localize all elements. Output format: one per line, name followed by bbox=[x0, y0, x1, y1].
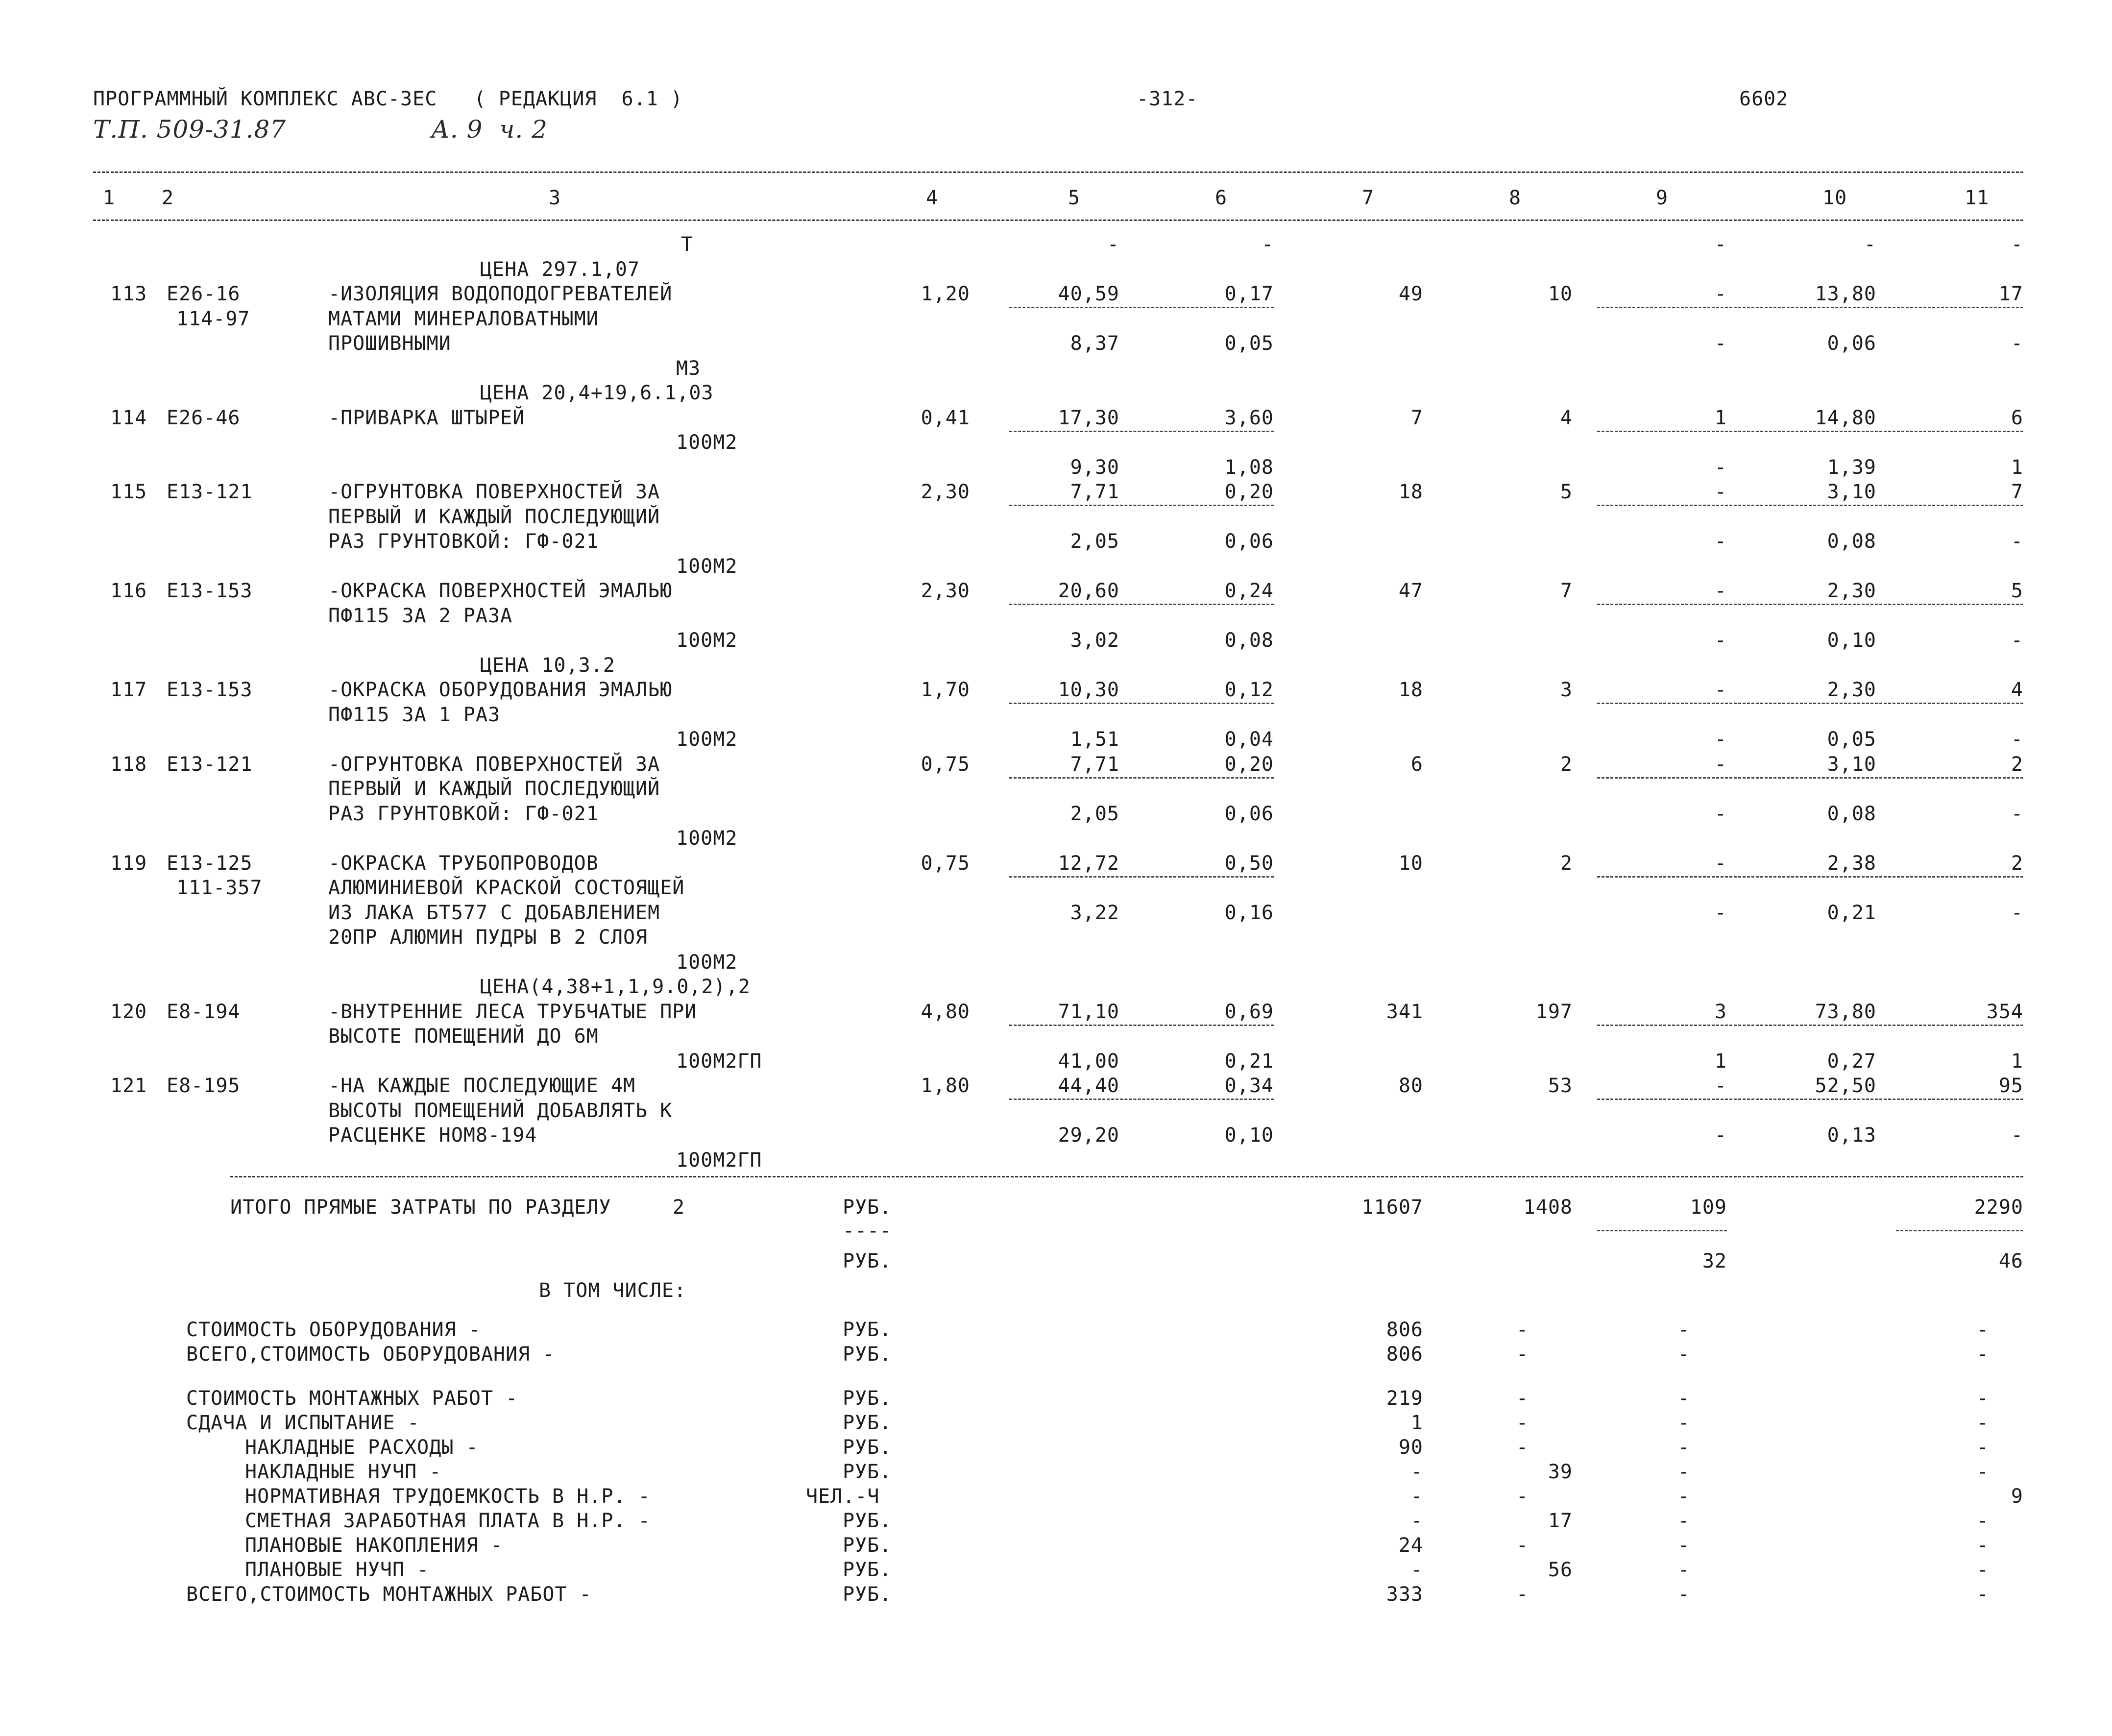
row-description: ПФ115 ЗА 1 РАЗ bbox=[328, 704, 501, 726]
summary-c11: - bbox=[1976, 1387, 1989, 1410]
row-number: 116 bbox=[110, 580, 147, 602]
cell-c6: 0,20 bbox=[1224, 753, 1274, 776]
cell-c10: 1,39 bbox=[1827, 456, 1876, 479]
cell-c7: 18 bbox=[1398, 679, 1423, 701]
summary-label: НАКЛАДНЫЕ НУЧП - bbox=[245, 1461, 442, 1483]
totals-label: ИТОГО ПРЯМЫЕ ЗАТРАТЫ ПО РАЗДЕЛУ 2 bbox=[230, 1196, 685, 1219]
cell-c11: 5 bbox=[2011, 580, 2023, 602]
row-description: -ИЗОЛЯЦИЯ ВОДОПОДОГРЕВАТЕЛЕЙ bbox=[328, 283, 673, 305]
row-description: 100М2 bbox=[676, 827, 738, 850]
cell-c11: 4 bbox=[2011, 679, 2023, 701]
cell-c6: 0,06 bbox=[1224, 530, 1274, 553]
cell-c6: 0,50 bbox=[1224, 852, 1274, 875]
sub-rule bbox=[1009, 876, 1274, 878]
row-description: 100М2 bbox=[676, 555, 738, 578]
handwritten-album: А. 9 ч. 2 bbox=[431, 115, 548, 144]
cell-c10: 3,10 bbox=[1827, 753, 1876, 776]
cell-c6: 0,34 bbox=[1224, 1075, 1274, 1097]
row-description: ИЗ ЛАКА БТ577 С ДОБАВЛЕНИЕМ bbox=[328, 902, 660, 924]
cell-c5: 8,37 bbox=[1070, 332, 1119, 355]
cell-c5: 2,05 bbox=[1070, 530, 1119, 553]
sub-rule bbox=[1009, 1099, 1274, 1100]
summary-label: НАКЛАДНЫЕ РАСХОДЫ - bbox=[245, 1436, 479, 1459]
summary-c7: 333 bbox=[1386, 1583, 1423, 1606]
cell-c10: 14,80 bbox=[1815, 407, 1876, 429]
cell-c9: 1 bbox=[1714, 1050, 1727, 1073]
row-description: ЦЕНА 20,4+19,6.1,03 bbox=[480, 382, 714, 404]
summary-c11: - bbox=[1976, 1559, 1989, 1581]
cell-c4: 1,20 bbox=[921, 283, 970, 305]
summary-c11: - bbox=[1976, 1343, 1989, 1366]
cell-c6: 0,10 bbox=[1224, 1124, 1274, 1147]
summary-c7: - bbox=[1410, 1461, 1423, 1483]
cell-c6: 0,04 bbox=[1224, 728, 1274, 751]
summary-unit: РУБ. bbox=[843, 1583, 892, 1606]
cell-c7: 10 bbox=[1398, 852, 1423, 875]
totals-c7: 11607 bbox=[1361, 1196, 1423, 1219]
summary-c11: - bbox=[1976, 1583, 1989, 1606]
cell-c4: 4,80 bbox=[921, 1001, 970, 1023]
sub-rule bbox=[1597, 1025, 2023, 1026]
cell-c4: 0,75 bbox=[921, 753, 970, 776]
summary-c8: 39 bbox=[1548, 1461, 1573, 1483]
cell-c7: 80 bbox=[1398, 1075, 1423, 1097]
cell-c10: 0,05 bbox=[1827, 728, 1876, 751]
summary-c8: - bbox=[1516, 1436, 1529, 1459]
summary-label: СТОИМОСТЬ ОБОРУДОВАНИЯ - bbox=[186, 1319, 481, 1341]
cell-c10: 3,10 bbox=[1827, 481, 1876, 503]
row-number: 118 bbox=[110, 753, 147, 776]
cell-c9: - bbox=[1714, 902, 1727, 924]
sub-rule bbox=[1009, 777, 1274, 779]
cell-c6: 0,08 bbox=[1224, 629, 1274, 652]
summary-c8: - bbox=[1516, 1319, 1529, 1341]
summary-c9: - bbox=[1677, 1461, 1690, 1483]
cell-c9: - bbox=[1714, 530, 1727, 553]
rate-code: Е13-153 bbox=[167, 679, 253, 701]
cell-c9: - bbox=[1714, 728, 1727, 751]
cell-c5: 12,72 bbox=[1058, 852, 1119, 875]
cell-c7: 18 bbox=[1398, 481, 1423, 503]
row-description: ПРОШИВНЫМИ bbox=[328, 332, 451, 355]
row-description: ЦЕНА 10,3.2 bbox=[480, 654, 615, 677]
summary-c9: - bbox=[1677, 1485, 1690, 1508]
cell-c9: - bbox=[1714, 629, 1727, 652]
including-label: В ТОМ ЧИСЛЕ: bbox=[539, 1279, 686, 1302]
cell-c6: - bbox=[1261, 233, 1274, 256]
cell-c9: - bbox=[1714, 1075, 1727, 1097]
summary-c11: - bbox=[1976, 1510, 1989, 1532]
cell-c9: - bbox=[1714, 803, 1727, 825]
cell-c10: 52,50 bbox=[1815, 1075, 1876, 1097]
column-header-8: 8 bbox=[1509, 187, 1522, 209]
row-description: ВЫСОТЕ ПОМЕЩЕНИЙ ДО 6М bbox=[328, 1025, 599, 1048]
totals-c8: 1408 bbox=[1523, 1196, 1573, 1219]
cell-c10: 2,30 bbox=[1827, 580, 1876, 602]
cell-c11: - bbox=[2011, 629, 2023, 652]
cell-c6: 0,69 bbox=[1224, 1001, 1274, 1023]
column-header-4: 4 bbox=[926, 187, 939, 209]
summary-c9: - bbox=[1677, 1436, 1690, 1459]
row-description: ВЫСОТЫ ПОМЕЩЕНИЙ ДОБАВЛЯТЬ К bbox=[328, 1100, 673, 1122]
row-description: 100М2ГП bbox=[676, 1149, 762, 1172]
summary-unit: РУБ. bbox=[843, 1412, 892, 1434]
cell-c5: 9,30 bbox=[1070, 456, 1119, 479]
cell-c9: - bbox=[1714, 456, 1727, 479]
totals-c11: 2290 bbox=[1974, 1196, 2023, 1219]
summary-c8: - bbox=[1516, 1387, 1529, 1410]
cell-c6: 0,17 bbox=[1224, 283, 1274, 305]
sub-rule bbox=[1597, 1099, 2023, 1100]
totals-sub-rule bbox=[1896, 1230, 2023, 1231]
row-description: -ВНУТРЕННИЕ ЛЕСА ТРУБЧАТЫЕ ПРИ bbox=[328, 1001, 697, 1023]
cell-c10: 2,38 bbox=[1827, 852, 1876, 875]
cell-c11: 7 bbox=[2011, 481, 2023, 503]
cell-c6: 0,20 bbox=[1224, 481, 1274, 503]
summary-unit: РУБ. bbox=[843, 1436, 892, 1459]
cell-c8: 53 bbox=[1548, 1075, 1573, 1097]
summary-unit: ЧЕЛ.-Ч bbox=[806, 1485, 880, 1508]
row-description: МАТАМИ МИНЕРАЛОВАТНЫМИ bbox=[328, 308, 599, 330]
rate-code: Е8-195 bbox=[167, 1075, 241, 1097]
summary-unit: РУБ. bbox=[843, 1559, 892, 1581]
cell-c6: 3,60 bbox=[1224, 407, 1274, 429]
row-number: 117 bbox=[110, 679, 147, 701]
cell-c9: 1 bbox=[1714, 407, 1727, 429]
summary-label: СДАЧА И ИСПЫТАНИЕ - bbox=[186, 1412, 420, 1434]
cell-c10: 0,10 bbox=[1827, 629, 1876, 652]
cell-c5: 1,51 bbox=[1070, 728, 1119, 751]
cell-c5: 7,71 bbox=[1070, 481, 1119, 503]
summary-c9: - bbox=[1677, 1387, 1690, 1410]
summary-c9: - bbox=[1677, 1510, 1690, 1532]
sub-rule bbox=[1009, 604, 1274, 605]
summary-unit: РУБ. bbox=[843, 1510, 892, 1532]
totals-c9b: 32 bbox=[1702, 1250, 1727, 1272]
totals-c11b: 46 bbox=[1998, 1250, 2023, 1272]
summary-c8: - bbox=[1516, 1534, 1529, 1557]
column-header-3: 3 bbox=[549, 187, 561, 209]
row-description: Т bbox=[681, 233, 694, 256]
cell-c4: 1,80 bbox=[921, 1075, 970, 1097]
cell-c11: - bbox=[2011, 332, 2023, 355]
row-description: 100М2 bbox=[676, 728, 738, 751]
summary-c7: 1 bbox=[1410, 1412, 1423, 1434]
row-description: М3 bbox=[676, 357, 701, 380]
row-description: 100М2 bbox=[676, 951, 738, 974]
cell-c8: 10 bbox=[1548, 283, 1573, 305]
cell-c10: 0,08 bbox=[1827, 803, 1876, 825]
row-description: ПЕРВЫЙ И КАЖДЫЙ ПОСЛЕДУЮЩИЙ bbox=[328, 506, 660, 528]
sub-rule bbox=[1597, 876, 2023, 878]
totals-sub-rule bbox=[1597, 1230, 1727, 1231]
sub-rule bbox=[1597, 431, 2023, 432]
rate-code: 111-357 bbox=[176, 877, 263, 899]
rate-code: Е13-121 bbox=[167, 753, 253, 776]
row-description: ПФ115 ЗА 2 РАЗА bbox=[328, 605, 513, 627]
rate-code: 114-97 bbox=[176, 308, 250, 330]
summary-c7: - bbox=[1410, 1510, 1423, 1532]
cell-c10: 73,80 bbox=[1815, 1001, 1876, 1023]
row-description: 100М2 bbox=[676, 431, 738, 454]
sub-rule bbox=[1009, 1025, 1274, 1026]
column-header-1: 1 bbox=[103, 187, 116, 209]
cell-c4: 0,75 bbox=[921, 852, 970, 875]
row-description: 100М2ГП bbox=[676, 1050, 762, 1073]
cell-c9: - bbox=[1714, 283, 1727, 305]
rate-code: Е13-125 bbox=[167, 852, 253, 875]
cell-c11: 6 bbox=[2011, 407, 2023, 429]
row-number: 121 bbox=[110, 1075, 147, 1097]
summary-c11: - bbox=[1976, 1534, 1989, 1557]
summary-c7: 24 bbox=[1398, 1534, 1423, 1557]
cell-c9: - bbox=[1714, 852, 1727, 875]
cell-c11: - bbox=[2011, 803, 2023, 825]
cell-c5: 3,22 bbox=[1070, 902, 1119, 924]
summary-c9: - bbox=[1677, 1559, 1690, 1581]
totals-unit: РУБ. bbox=[843, 1196, 892, 1219]
totals-unit-dash: ---- bbox=[843, 1220, 892, 1242]
rate-code: Е13-121 bbox=[167, 481, 253, 503]
summary-label: СМЕТНАЯ ЗАРАБОТНАЯ ПЛАТА В Н.Р. - bbox=[245, 1510, 651, 1532]
cell-c11: 2 bbox=[2011, 753, 2023, 776]
cell-c10: 0,21 bbox=[1827, 902, 1876, 924]
cell-c11: - bbox=[2011, 728, 2023, 751]
summary-label: СТОИМОСТЬ МОНТАЖНЫХ РАБОТ - bbox=[186, 1387, 518, 1410]
cell-c10: 0,06 bbox=[1827, 332, 1876, 355]
row-description: РАЗ ГРУНТОВКОЙ: ГФ-021 bbox=[328, 803, 599, 825]
cell-c6: 0,12 bbox=[1224, 679, 1274, 701]
summary-c8: - bbox=[1516, 1583, 1529, 1606]
summary-unit: РУБ. bbox=[843, 1534, 892, 1557]
row-description: РАСЦЕНКЕ НОМ8-194 bbox=[328, 1124, 537, 1147]
summary-label: ПЛАНОВЫЕ НАКОПЛЕНИЯ - bbox=[245, 1534, 503, 1557]
row-description: АЛЮМИНИЕВОЙ КРАСКОЙ СОСТОЯЩЕЙ bbox=[328, 877, 685, 899]
cell-c11: - bbox=[2011, 530, 2023, 553]
sub-rule bbox=[1597, 703, 2023, 704]
cell-c10: 0,08 bbox=[1827, 530, 1876, 553]
top-rule bbox=[93, 171, 2023, 173]
cell-c11: 1 bbox=[2011, 456, 2023, 479]
cell-c5: 17,30 bbox=[1058, 407, 1119, 429]
summary-c7: - bbox=[1410, 1559, 1423, 1581]
row-description: РАЗ ГРУНТОВКОЙ: ГФ-021 bbox=[328, 530, 599, 553]
cell-c10: - bbox=[1864, 233, 1876, 256]
cell-c9: - bbox=[1714, 1124, 1727, 1147]
summary-c7: 806 bbox=[1386, 1343, 1423, 1366]
summary-c7: 90 bbox=[1398, 1436, 1423, 1459]
cell-c5: 10,30 bbox=[1058, 679, 1119, 701]
summary-label: ПЛАНОВЫЕ НУЧП - bbox=[245, 1559, 430, 1581]
cell-c8: 4 bbox=[1560, 407, 1573, 429]
row-description: -ОКРАСКА ТРУБОПРОВОДОВ bbox=[328, 852, 599, 875]
cell-c5: 44,40 bbox=[1058, 1075, 1119, 1097]
summary-label: ВСЕГО,СТОИМОСТЬ ОБОРУДОВАНИЯ - bbox=[186, 1343, 555, 1366]
cell-c9: - bbox=[1714, 481, 1727, 503]
totals-unit-2: РУБ. bbox=[843, 1250, 892, 1272]
summary-label: ВСЕГО,СТОИМОСТЬ МОНТАЖНЫХ РАБОТ - bbox=[186, 1583, 592, 1606]
totals-c9: 109 bbox=[1690, 1196, 1727, 1219]
column-header-6: 6 bbox=[1215, 187, 1228, 209]
summary-c7: 806 bbox=[1386, 1319, 1423, 1341]
cell-c11: 354 bbox=[1986, 1001, 2023, 1023]
cell-c11: - bbox=[2011, 1124, 2023, 1147]
row-description: ЦЕНА 297.1,07 bbox=[480, 258, 640, 281]
cell-c8: 5 bbox=[1560, 481, 1573, 503]
cell-c9: - bbox=[1714, 580, 1727, 602]
cell-c5: 3,02 bbox=[1070, 629, 1119, 652]
cell-c11: - bbox=[2011, 902, 2023, 924]
cell-c7: 7 bbox=[1410, 407, 1423, 429]
summary-c8: - bbox=[1516, 1343, 1529, 1366]
cell-c5: - bbox=[1107, 233, 1119, 256]
cell-c4: 1,70 bbox=[921, 679, 970, 701]
summary-c8: - bbox=[1516, 1485, 1529, 1508]
row-description: 20ПР АЛЮМИН ПУДРЫ В 2 СЛОЯ bbox=[328, 926, 648, 949]
row-description: ПЕРВЫЙ И КАЖДЫЙ ПОСЛЕДУЮЩИЙ bbox=[328, 778, 660, 800]
sub-rule bbox=[1009, 431, 1274, 432]
cell-c5: 40,59 bbox=[1058, 283, 1119, 305]
cell-c9: - bbox=[1714, 233, 1727, 256]
cell-c4: 2,30 bbox=[921, 580, 970, 602]
column-header-2: 2 bbox=[162, 187, 174, 209]
summary-label: НОРМАТИВНАЯ ТРУДОЕМКОСТЬ В Н.Р. - bbox=[245, 1485, 651, 1508]
row-number: 113 bbox=[110, 283, 147, 305]
cell-c6: 1,08 bbox=[1224, 456, 1274, 479]
cell-c9: - bbox=[1714, 679, 1727, 701]
sub-rule bbox=[1597, 505, 2023, 506]
cell-c5: 20,60 bbox=[1058, 580, 1119, 602]
summary-unit: РУБ. bbox=[843, 1319, 892, 1341]
row-description: -ОГРУНТОВКА ПОВЕРХНОСТЕЙ ЗА bbox=[328, 481, 660, 503]
cell-c10: 0,27 bbox=[1827, 1050, 1876, 1073]
summary-c7: 219 bbox=[1386, 1387, 1423, 1410]
cell-c7: 47 bbox=[1398, 580, 1423, 602]
summary-c9: - bbox=[1677, 1343, 1690, 1366]
column-header-10: 10 bbox=[1822, 187, 1847, 209]
sub-rule bbox=[1597, 307, 2023, 308]
cell-c11: 95 bbox=[1998, 1075, 2023, 1097]
summary-c11: - bbox=[1976, 1412, 1989, 1434]
handwritten-reference: Т.П. 509-31.87 bbox=[93, 115, 287, 144]
cell-c4: 2,30 bbox=[921, 481, 970, 503]
cell-c10: 0,13 bbox=[1827, 1124, 1876, 1147]
row-description: -ОГРУНТОВКА ПОВЕРХНОСТЕЙ ЗА bbox=[328, 753, 660, 776]
cell-c9: - bbox=[1714, 332, 1727, 355]
summary-unit: РУБ. bbox=[843, 1461, 892, 1483]
rate-code: Е13-153 bbox=[167, 580, 253, 602]
cell-c9: - bbox=[1714, 753, 1727, 776]
cell-c8: 7 bbox=[1560, 580, 1573, 602]
row-number: 115 bbox=[110, 481, 147, 503]
rate-code: Е26-16 bbox=[167, 283, 241, 305]
cell-c11: 2 bbox=[2011, 852, 2023, 875]
cell-c7: 6 bbox=[1410, 753, 1423, 776]
cell-c7: 341 bbox=[1386, 1001, 1423, 1023]
cell-c5: 29,20 bbox=[1058, 1124, 1119, 1147]
sub-rule bbox=[1009, 505, 1274, 506]
cell-c7: 49 bbox=[1398, 283, 1423, 305]
summary-c11: 9 bbox=[2011, 1485, 2023, 1508]
cell-c10: 2,30 bbox=[1827, 679, 1876, 701]
cell-c6: 0,16 bbox=[1224, 902, 1274, 924]
row-number: 120 bbox=[110, 1001, 147, 1023]
sub-rule bbox=[1597, 777, 2023, 779]
row-description: -НА КАЖДЫЕ ПОСЛЕДУЮЩИЕ 4М bbox=[328, 1075, 636, 1097]
cell-c8: 2 bbox=[1560, 852, 1573, 875]
cell-c11: - bbox=[2011, 233, 2023, 256]
summary-c11: - bbox=[1976, 1436, 1989, 1459]
page-number: -312- bbox=[1137, 88, 1198, 110]
cell-c4: 0,41 bbox=[921, 407, 970, 429]
row-description: -ПРИВАРКА ШТЫРЕЙ bbox=[328, 407, 525, 429]
cell-c11: 17 bbox=[1998, 283, 2023, 305]
row-description: -ОКРАСКА ОБОРУДОВАНИЯ ЭМАЛЬЮ bbox=[328, 679, 673, 701]
document-code: 6602 bbox=[1739, 88, 1789, 110]
cell-c9: 3 bbox=[1714, 1001, 1727, 1023]
column-header-9: 9 bbox=[1656, 187, 1669, 209]
row-description: -ОКРАСКА ПОВЕРХНОСТЕЙ ЭМАЛЬЮ bbox=[328, 580, 673, 602]
program-header: ПРОГРАММНЫЙ КОМПЛЕКС АВС-3ЕС ( РЕДАКЦИЯ 6.1 ) bbox=[93, 88, 683, 110]
cell-c8: 3 bbox=[1560, 679, 1573, 701]
cell-c6: 0,24 bbox=[1224, 580, 1274, 602]
column-header-11: 11 bbox=[1965, 187, 1990, 209]
summary-unit: РУБ. bbox=[843, 1343, 892, 1366]
summary-c11: - bbox=[1976, 1461, 1989, 1483]
sub-rule bbox=[1009, 703, 1274, 704]
row-number: 114 bbox=[110, 407, 147, 429]
cell-c5: 41,00 bbox=[1058, 1050, 1119, 1073]
summary-c11: - bbox=[1976, 1319, 1989, 1341]
cell-c6: 0,06 bbox=[1224, 803, 1274, 825]
row-description: ЦЕНА(4,38+1,1,9.0,2),2 bbox=[480, 976, 751, 998]
cell-c11: 1 bbox=[2011, 1050, 2023, 1073]
cell-c5: 71,10 bbox=[1058, 1001, 1119, 1023]
summary-c9: - bbox=[1677, 1412, 1690, 1434]
column-header-5: 5 bbox=[1068, 187, 1081, 209]
summary-c9: - bbox=[1677, 1534, 1690, 1557]
cell-c8: 197 bbox=[1535, 1001, 1573, 1023]
sub-rule bbox=[1597, 604, 2023, 605]
summary-c8: - bbox=[1516, 1412, 1529, 1434]
summary-c9: - bbox=[1677, 1583, 1690, 1606]
header-rule bbox=[93, 220, 2023, 221]
summary-unit: РУБ. bbox=[843, 1387, 892, 1410]
summary-c9: - bbox=[1677, 1319, 1690, 1341]
rate-code: Е8-194 bbox=[167, 1001, 241, 1023]
summary-c8: 17 bbox=[1548, 1510, 1573, 1532]
totals-rule bbox=[230, 1176, 2023, 1177]
cell-c5: 2,05 bbox=[1070, 803, 1119, 825]
cell-c5: 7,71 bbox=[1070, 753, 1119, 776]
row-number: 119 bbox=[110, 852, 147, 875]
row-description: 100М2 bbox=[676, 629, 738, 652]
column-header-7: 7 bbox=[1362, 187, 1375, 209]
cell-c6: 0,21 bbox=[1224, 1050, 1274, 1073]
summary-c8: 56 bbox=[1548, 1559, 1573, 1581]
cell-c6: 0,05 bbox=[1224, 332, 1274, 355]
cell-c10: 13,80 bbox=[1815, 283, 1876, 305]
rate-code: Е26-46 bbox=[167, 407, 241, 429]
sub-rule bbox=[1009, 307, 1274, 308]
cell-c8: 2 bbox=[1560, 753, 1573, 776]
summary-c7: - bbox=[1410, 1485, 1423, 1508]
